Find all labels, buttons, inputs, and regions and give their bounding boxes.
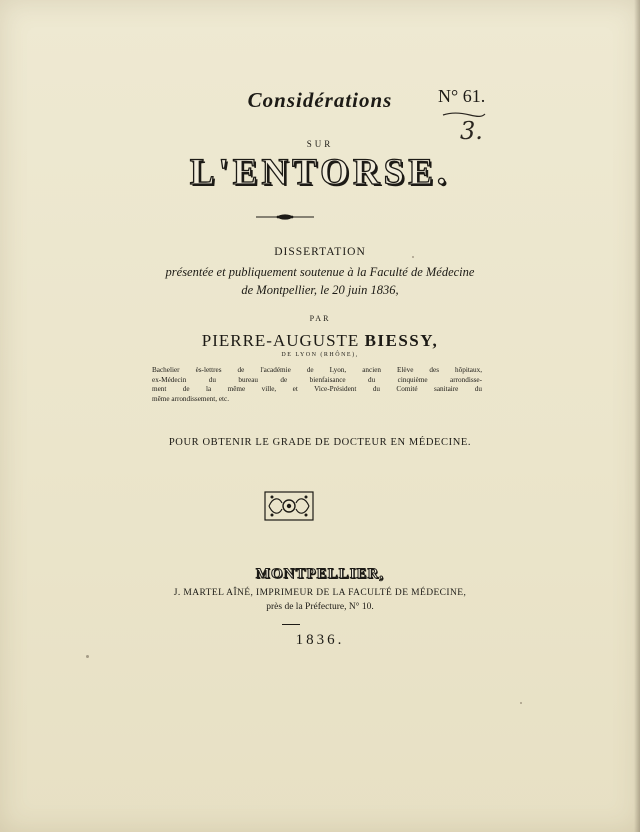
dissertation-label: DISSERTATION	[274, 246, 366, 258]
par-label: PAR	[309, 314, 331, 323]
bio-line: Bachelier ès-lettres de l'académie de Lyon, ancien Elève des hôpitaux,	[152, 366, 482, 374]
bio-line: même arrondissement, etc.	[152, 394, 230, 403]
author-biography	[152, 366, 482, 404]
printer-ornament	[264, 491, 314, 521]
paper-speck	[412, 256, 414, 258]
imprint-address: près de la Préfecture, N° 10.	[266, 602, 374, 612]
bio-line: ex-Médecin du bureau de bienfaisance du cinquième arrondisse-	[152, 375, 482, 384]
paper-speck	[86, 655, 89, 658]
dissertation-line-1: présentée et publiquement soutenue à la Faculté de Médecine	[165, 265, 475, 279]
title-sur: SUR	[306, 139, 334, 149]
bio-line: ment de la même ville, et Vice-Président du Comité sanitaire du	[152, 385, 482, 394]
imprint-printer: J. MARTEL AÎNÉ, IMPRIMEUR DE LA FACULTÉ DE MÉDECINE,	[173, 588, 467, 598]
paper-speck	[520, 702, 522, 704]
ornamental-rule	[256, 212, 314, 222]
author-surname: BIESSY,	[364, 331, 439, 350]
imprint-year: 1836.	[295, 632, 345, 648]
title-main: L'ENTORSE.	[189, 152, 451, 193]
author-first-names: PIERRE-AUGUSTE	[201, 331, 360, 350]
catalog-number: N° 61.	[438, 86, 486, 106]
title-considerations: Considérations	[247, 88, 393, 112]
short-rule	[282, 624, 300, 625]
degree-purpose: POUR OBTENIR LE GRADE DE DOCTEUR EN MÉDECINE.	[168, 437, 472, 448]
handwritten-number: 3.	[460, 117, 483, 145]
imprint-city: MONTPELLIER,	[255, 566, 385, 582]
dissertation-line-2: de Montpellier, le 20 juin 1836,	[241, 283, 399, 297]
author-origin: DE LYON (RHÔNE),	[281, 352, 359, 358]
author-name	[0, 331, 640, 351]
